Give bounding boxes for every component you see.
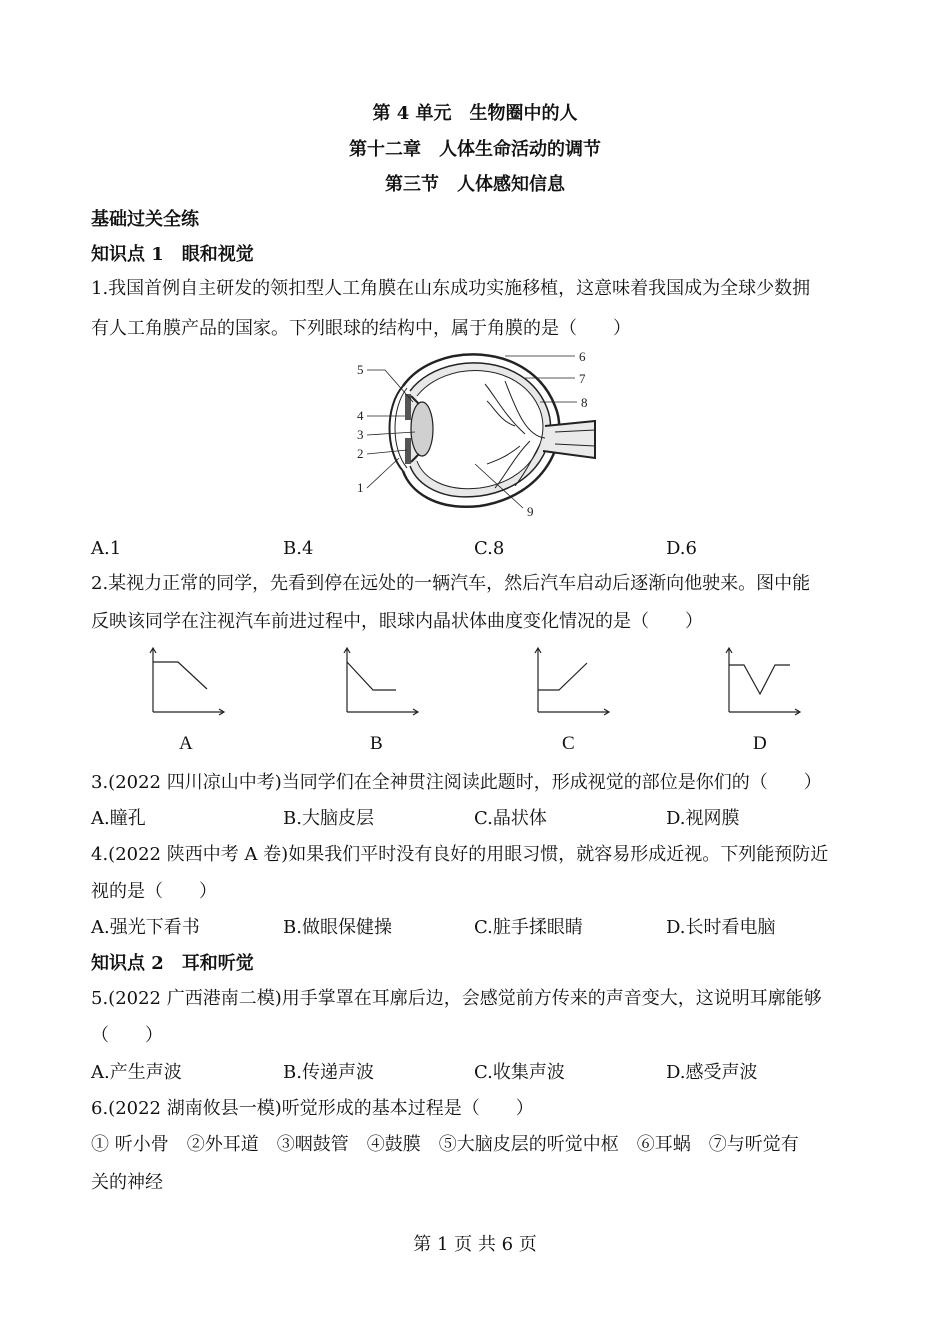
- q5-option-c[interactable]: C.收集声波: [474, 1062, 565, 1083]
- page-footer: 第 1 页 共 6 页: [413, 1234, 537, 1255]
- q5-option-a[interactable]: A.产生声波: [91, 1062, 182, 1083]
- q1-option-d[interactable]: D.6: [666, 538, 697, 559]
- q6-line1: 6.(2022 湖南攸县一模)听觉形成的基本过程是（ ）: [91, 1098, 534, 1119]
- q5-option-d[interactable]: D.感受声波: [666, 1062, 758, 1083]
- q6-line3: 关的神经: [91, 1172, 163, 1193]
- q4-option-c[interactable]: C.脏手揉眼睛: [474, 917, 583, 938]
- eye-label-7: 7: [579, 371, 586, 386]
- q1-option-c[interactable]: C.8: [474, 538, 505, 559]
- eye-structure-diagram: [355, 346, 615, 519]
- q4-line1: 4.(2022 陕西中考 A 卷)如果我们平时没有良好的用眼习惯，就容易形成近视。下列能预防近: [91, 844, 829, 865]
- eye-label-8: 8: [581, 395, 588, 410]
- graph-a: [146, 646, 256, 716]
- q2-line2: 反映该同学在注视汽车前进过程中，眼球内晶状体曲度变化情况的是（ ）: [91, 611, 703, 632]
- q3-option-a[interactable]: A.瞳孔: [91, 808, 146, 829]
- q6-line2: ① 听小骨 ②外耳道 ③咽鼓管 ④鼓膜 ⑤大脑皮层的听觉中枢 ⑥耳蜗 ⑦与听觉有: [91, 1134, 799, 1155]
- q3-option-c[interactable]: C.晶状体: [474, 808, 547, 829]
- unit-title: 第 4 单元 生物圈中的人: [372, 103, 578, 124]
- q4-option-d[interactable]: D.长时看电脑: [666, 917, 776, 938]
- graph-label-b: B: [370, 733, 383, 754]
- q5-line1: 5.(2022 广西港南二模)用手掌罩在耳廓后边，会感觉前方传来的声音变大，这说明耳廓能够: [91, 988, 822, 1009]
- graph-d: [722, 646, 832, 716]
- chapter-title: 第十二章 人体生命活动的调节: [349, 139, 601, 160]
- q1-line2: 有人工角膜产品的国家。下列眼球的结构中，属于角膜的是（ ）: [91, 318, 631, 339]
- knowledge-point-1: 知识点 1 眼和视觉: [91, 244, 254, 265]
- q3-line1: 3.(2022 四川凉山中考)当同学们在全神贯注阅读此题时，形成视觉的部位是你们的（ ）: [91, 772, 822, 793]
- graph-b: [340, 646, 450, 716]
- eye-label-4: 4: [357, 408, 364, 423]
- eye-label-5: 5: [357, 362, 364, 377]
- q5-line2: （ ）: [91, 1025, 163, 1046]
- section-heading: 基础过关全练: [91, 209, 199, 230]
- q1-option-a[interactable]: A.1: [91, 538, 122, 559]
- graph-label-a: A: [179, 733, 193, 754]
- q3-option-d[interactable]: D.视网膜: [666, 808, 740, 829]
- graph-c: [531, 646, 641, 716]
- q4-option-b[interactable]: B.做眼保健操: [283, 917, 392, 938]
- section-title: 第三节 人体感知信息: [385, 174, 565, 195]
- q3-option-b[interactable]: B.大脑皮层: [283, 808, 374, 829]
- q1-option-b[interactable]: B.4: [283, 538, 314, 559]
- q1-line1: 1.我国首例自主研发的领扣型人工角膜在山东成功实施移植，这意味着我国成为全球少数拥: [91, 278, 811, 299]
- eye-label-2: 2: [357, 446, 364, 461]
- eye-label-6: 6: [579, 349, 586, 364]
- knowledge-point-2: 知识点 2 耳和听觉: [91, 953, 254, 974]
- eye-label-3: 3: [357, 427, 364, 442]
- q4-option-a[interactable]: A.强光下看书: [91, 917, 200, 938]
- graph-label-c: C: [562, 733, 575, 754]
- q5-option-b[interactable]: B.传递声波: [283, 1062, 374, 1083]
- graph-label-d: D: [753, 733, 767, 754]
- eye-label-1: 1: [357, 480, 364, 495]
- q4-line2: 视的是（ ）: [91, 881, 217, 902]
- q2-line1: 2.某视力正常的同学，先看到停在远处的一辆汽车，然后汽车启动后逐渐向他驶来。图中能: [91, 573, 811, 594]
- eye-label-9: 9: [527, 504, 534, 519]
